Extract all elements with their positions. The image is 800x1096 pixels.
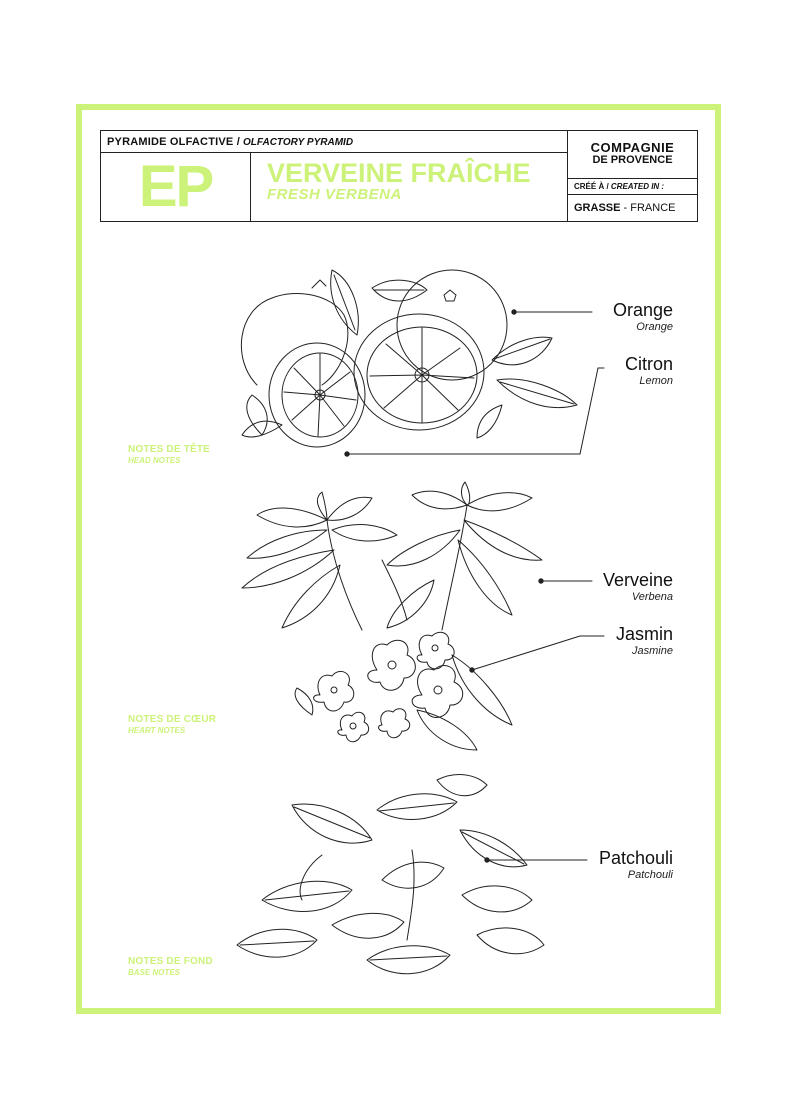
head-notes-label-fr: NOTES DE TÊTE [128,444,211,455]
country-name: - FRANCE [623,202,676,214]
leader-lemon-dot [345,452,349,456]
fragrance-name-en: FRESH VERBENA [267,186,402,203]
ingredient-orange [613,300,673,334]
patchouli-illustration [237,775,544,974]
verbena-jasmine-illustration [242,482,542,750]
ingredient-lemon-en: Lemon [639,375,673,387]
leader-verbena-dot [539,579,543,583]
created-label-fr: CRÉÉ À / [574,182,609,191]
pyramid-title-fr: PYRAMIDE OLFACTIVE / [107,136,240,148]
ingredient-patchouli [599,848,673,882]
city-name: GRASSE [574,202,621,214]
fragrance-name-fr: VERVEINE FRAÎCHE [267,158,531,188]
ingredient-jasmine-en: Jasmine [632,645,673,657]
leader-lines [345,310,604,862]
head-notes-label [128,444,210,466]
ingredient-verbena-fr: Verveine [602,570,673,590]
base-notes-label [128,956,213,978]
base-notes-label-fr: NOTES DE FOND [128,956,213,967]
leader-orange-dot [512,310,516,314]
ingredient-orange-en: Orange [636,321,673,333]
fragrance-code: EP [101,153,251,221]
ingredient-patchouli-en: Patchouli [627,869,673,881]
ingredient-jasmine-fr: Jasmin [615,624,673,644]
pyramid-title-en: OLFACTORY PYRAMID [243,137,354,148]
ingredient-lemon-fr: Citron [624,354,673,374]
ingredient-jasmine [616,624,673,658]
ingredient-verbena [603,570,673,604]
leader-jasmine [472,636,604,670]
citrus-illustration [241,270,577,447]
leader-jasmine-dot [470,668,474,672]
heart-notes-label [128,714,216,736]
head-notes-label-en: HEAD NOTES [128,456,181,465]
base-notes-label-en: BASE NOTES [128,968,181,977]
leader-patchouli-dot [485,858,489,862]
poster-frame [76,104,721,1014]
created-label-en: CREATED IN : [610,182,665,191]
ingredient-verbena-en: Verbena [631,591,673,603]
brand-line-1: COMPAGNIE [590,140,675,155]
brand-line-2: DE PROVENCE [592,154,673,166]
heart-notes-label-en: HEART NOTES [128,726,186,735]
ingredient-lemon [625,354,673,388]
ingredient-orange-fr: Orange [612,300,673,320]
heart-notes-label-fr: NOTES DE CŒUR [128,714,217,725]
ingredient-patchouli-fr: Patchouli [598,848,673,868]
